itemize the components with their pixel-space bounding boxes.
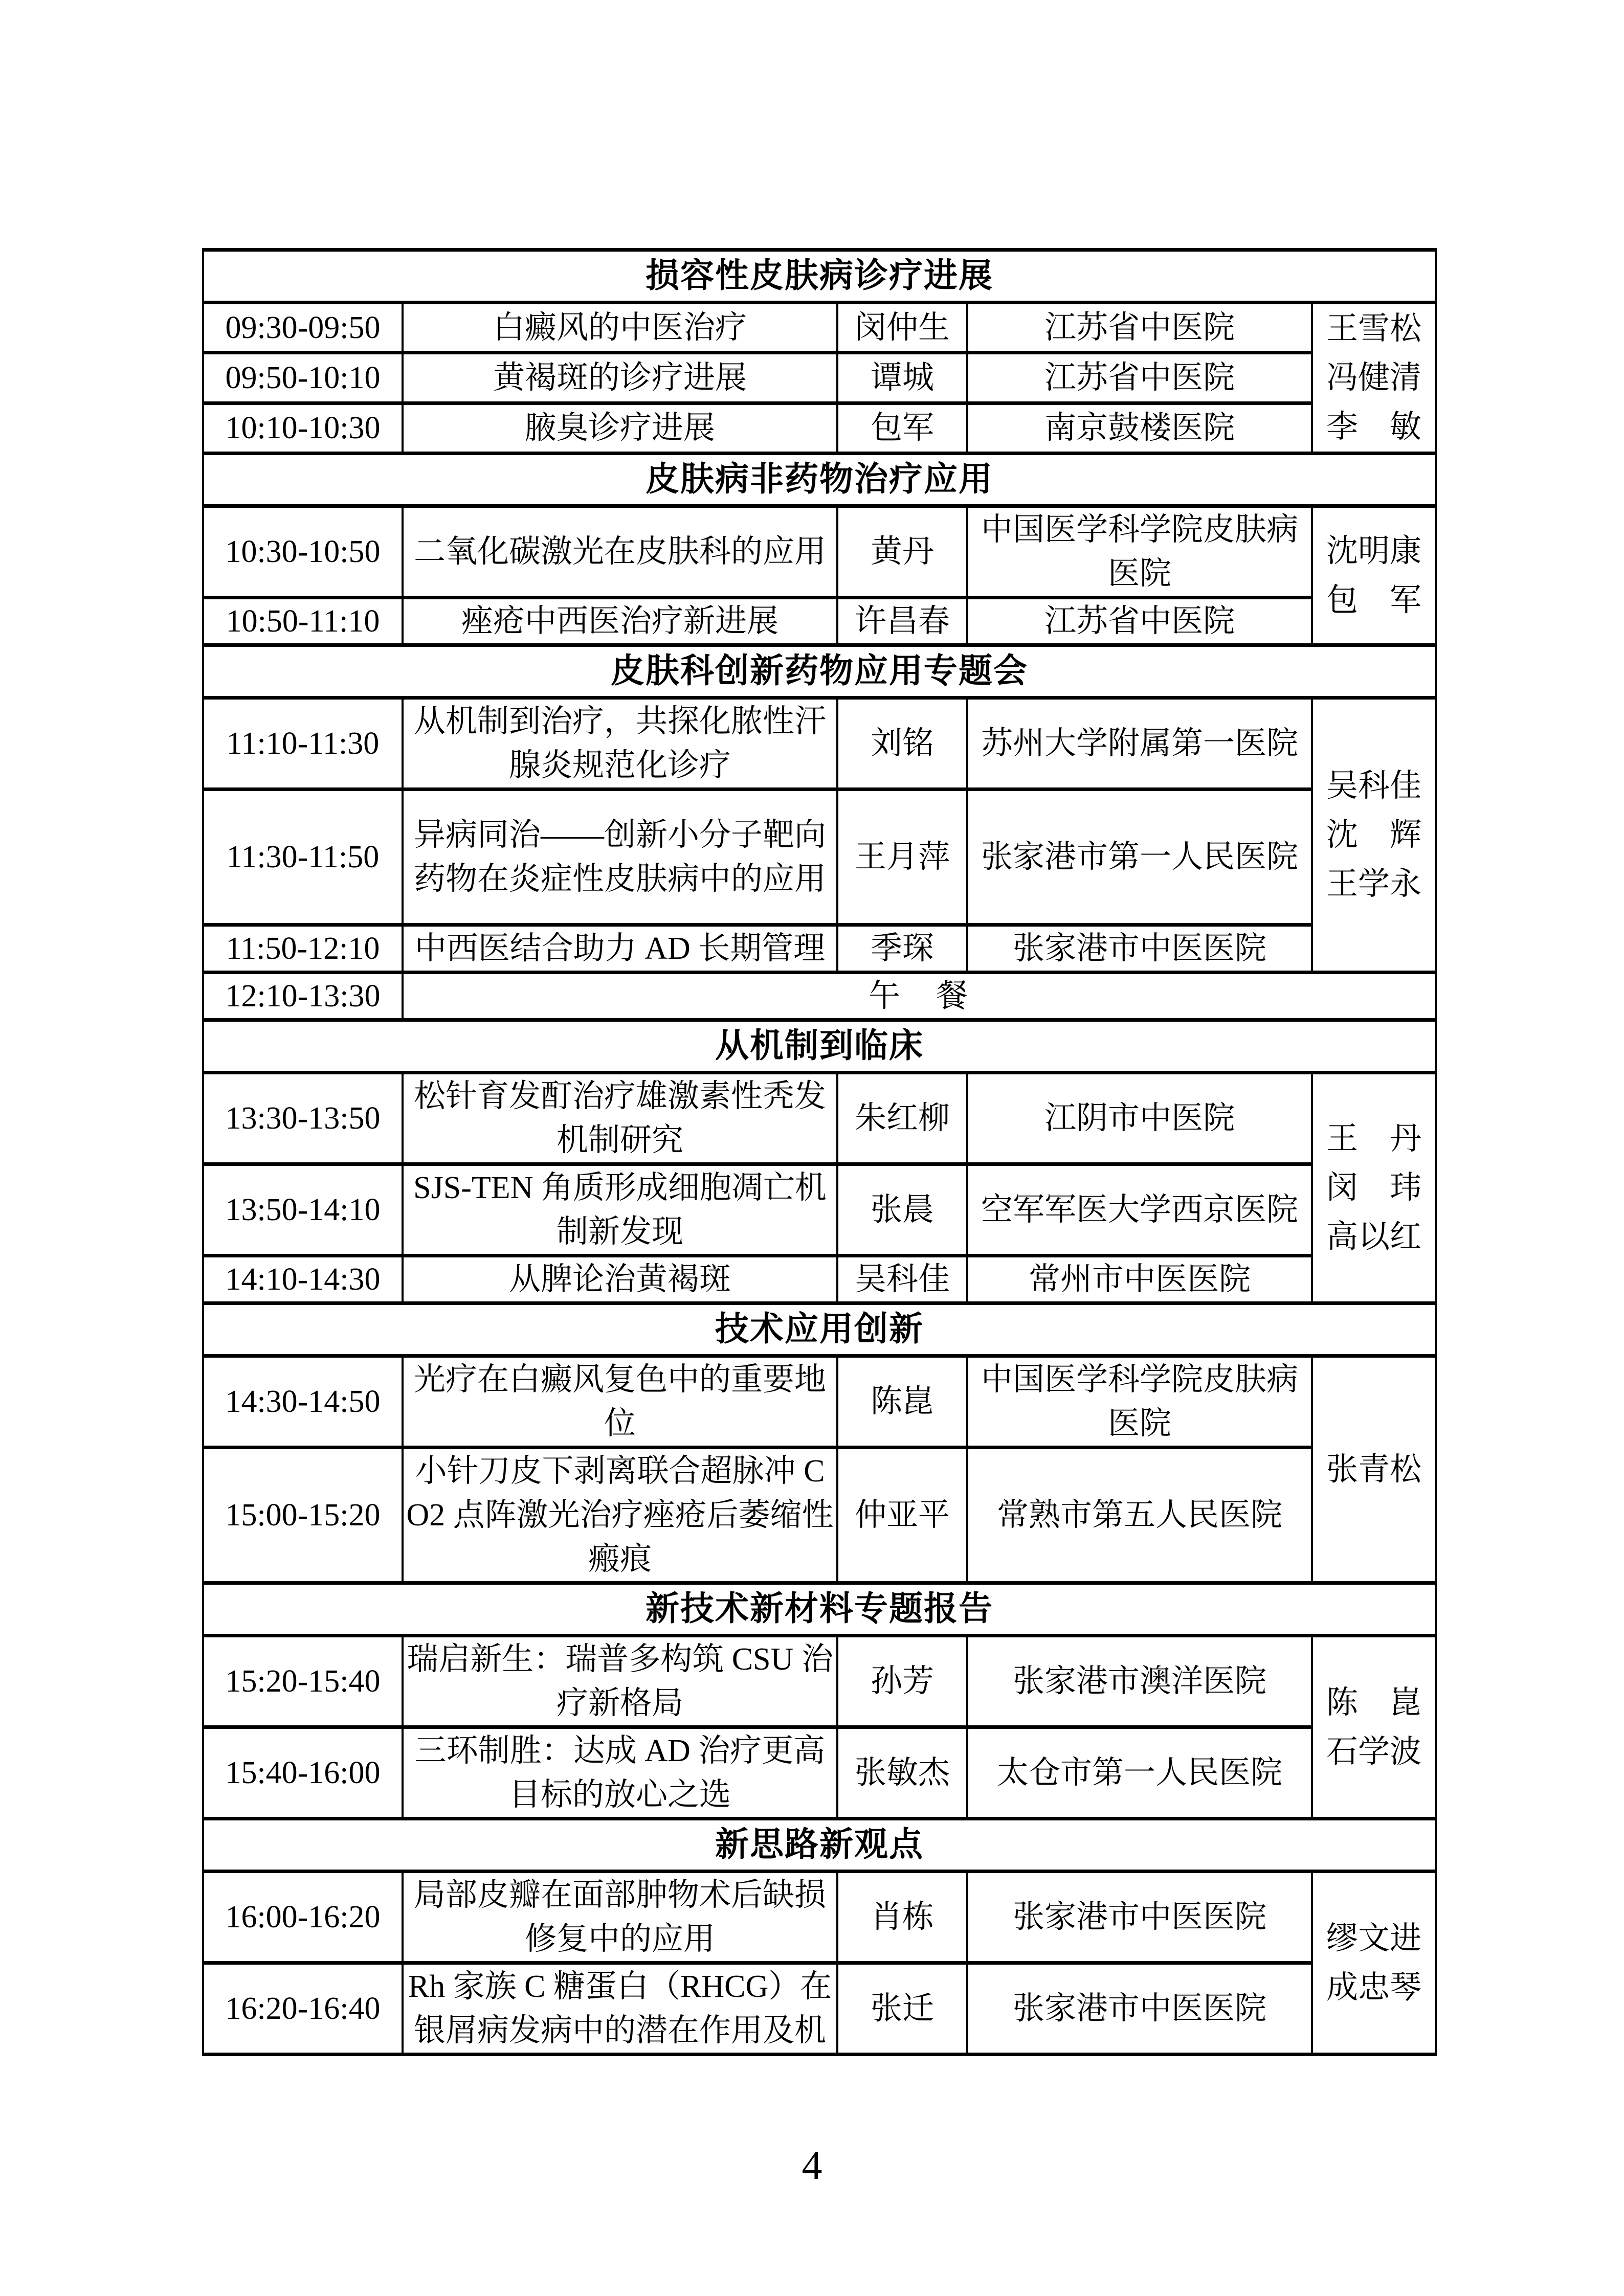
section-header-row — [203, 645, 1436, 698]
section-header: 从机制到临床 — [203, 1020, 1436, 1073]
speaker-cell: 张敏杰 — [837, 1727, 967, 1819]
speaker-cell: 王月萍 — [837, 790, 967, 925]
speaker-cell: 张晨 — [837, 1164, 967, 1256]
affiliation-cell: 江苏省中医院 — [967, 353, 1312, 403]
affiliation-cell: 常熟市第五人民医院 — [967, 1448, 1312, 1583]
time-cell: 14:30-14:50 — [203, 1356, 403, 1448]
session-row — [203, 1356, 1436, 1448]
chairs-cell — [1312, 1073, 1436, 1303]
section-header-row — [203, 1303, 1436, 1356]
topic-cell: SJS-TEN 角质形成细胞凋亡机制新发现 — [403, 1164, 837, 1256]
topic-cell: 腋臭诊疗进展 — [403, 403, 837, 453]
lunch-row — [203, 973, 1436, 1020]
time-cell: 09:30-09:50 — [203, 303, 403, 353]
time-cell: 10:10-10:30 — [203, 403, 403, 453]
chair-name: 李 敏 — [1326, 410, 1422, 444]
speaker-cell: 仲亚平 — [837, 1448, 967, 1583]
speaker-cell: 张迁 — [837, 1963, 967, 2055]
topic-cell: 中西医结合助力 AD 长期管理 — [403, 925, 837, 973]
speaker-cell: 谭城 — [837, 353, 967, 403]
topic-cell: 三环制胜：达成 AD 治疗更高目标的放心之选 — [403, 1727, 837, 1819]
time-cell: 13:30-13:50 — [203, 1073, 403, 1164]
section-header: 新思路新观点 — [203, 1819, 1436, 1872]
speaker-cell: 闵仲生 — [837, 303, 967, 353]
affiliation-cell: 江苏省中医院 — [967, 598, 1312, 645]
chairs-cell — [1312, 1872, 1436, 2055]
chair-name: 闵 玮 — [1326, 1170, 1422, 1205]
session-row — [203, 1727, 1436, 1819]
session-row — [203, 1963, 1436, 2055]
session-row — [203, 403, 1436, 453]
page-number: 4 — [802, 2143, 822, 2188]
session-row — [203, 1164, 1436, 1256]
time-cell: 10:50-11:10 — [203, 598, 403, 645]
session-row — [203, 925, 1436, 973]
session-row — [203, 1073, 1436, 1164]
topic-cell: 局部皮瓣在面部肿物术后缺损修复中的应用 — [403, 1872, 837, 1963]
chair-name: 石学波 — [1326, 1734, 1422, 1769]
speaker-cell: 吴科佳 — [837, 1256, 967, 1303]
affiliation-cell: 中国医学科学院皮肤病医院 — [967, 1356, 1312, 1448]
section-header-row — [203, 250, 1436, 303]
topic-cell: 黄褐斑的诊疗进展 — [403, 353, 837, 403]
section-header-row — [203, 1020, 1436, 1073]
time-cell: 15:00-15:20 — [203, 1448, 403, 1583]
session-row — [203, 1448, 1436, 1583]
topic-cell: 从机制到治疗，共探化脓性汗腺炎规范化诊疗 — [403, 698, 837, 790]
section-header: 皮肤病非药物治疗应用 — [203, 454, 1436, 506]
chair-name: 高以红 — [1326, 1220, 1422, 1254]
affiliation-cell: 张家港市中医医院 — [967, 1963, 1312, 2055]
chairs-cell — [1312, 1636, 1436, 1819]
chair-name: 王学永 — [1326, 867, 1422, 902]
speaker-cell: 季琛 — [837, 925, 967, 973]
session-row — [203, 303, 1436, 353]
time-cell: 15:20-15:40 — [203, 1636, 403, 1727]
topic-cell: 松针育发酊治疗雄激素性秃发机制研究 — [403, 1073, 837, 1164]
agenda-table — [202, 248, 1437, 2056]
chair-name: 吴科佳 — [1326, 769, 1422, 803]
time-cell: 09:50-10:10 — [203, 353, 403, 403]
affiliation-cell: 中国医学科学院皮肤病医院 — [967, 506, 1312, 598]
affiliation-cell: 张家港市第一人民医院 — [967, 790, 1312, 925]
lunch-label: 午 餐 — [403, 973, 1436, 1020]
time-cell: 13:50-14:10 — [203, 1164, 403, 1256]
affiliation-cell: 张家港市中医医院 — [967, 1872, 1312, 1963]
affiliation-cell: 张家港市中医医院 — [967, 925, 1312, 973]
chair-name: 陈 崑 — [1326, 1685, 1422, 1720]
section-header-row — [203, 1583, 1436, 1636]
chair-name: 王雪松 — [1326, 311, 1422, 346]
topic-cell: Rh 家族 C 糖蛋白（RHCG）在银屑病发病中的潜在作用及机 — [403, 1963, 837, 2055]
session-row — [203, 353, 1436, 403]
chair-name: 缪文进 — [1326, 1921, 1422, 1956]
time-cell: 11:30-11:50 — [203, 790, 403, 925]
chair-name: 张青松 — [1326, 1452, 1422, 1487]
affiliation-cell: 南京鼓楼医院 — [967, 403, 1312, 453]
session-row — [203, 506, 1436, 598]
chair-name: 成忠琴 — [1326, 1970, 1422, 2005]
time-cell: 10:30-10:50 — [203, 506, 403, 598]
section-header: 技术应用创新 — [203, 1303, 1436, 1356]
chairs-cell — [1312, 506, 1436, 645]
chair-name: 沈明康 — [1326, 533, 1422, 569]
topic-cell: 二氧化碳激光在皮肤科的应用 — [403, 506, 837, 598]
section-header: 新技术新材料专题报告 — [203, 1583, 1436, 1636]
time-cell: 14:10-14:30 — [203, 1256, 403, 1303]
time-cell: 12:10-13:30 — [203, 973, 403, 1020]
session-row — [203, 1872, 1436, 1963]
chair-name: 冯健清 — [1326, 361, 1422, 395]
time-cell: 16:00-16:20 — [203, 1872, 403, 1963]
speaker-cell: 黄丹 — [837, 506, 967, 598]
speaker-cell: 肖栋 — [837, 1872, 967, 1963]
speaker-cell: 朱红柳 — [837, 1073, 967, 1164]
topic-cell: 从脾论治黄褐斑 — [403, 1256, 837, 1303]
topic-cell: 痤疮中西医治疗新进展 — [403, 598, 837, 645]
speaker-cell: 陈崑 — [837, 1356, 967, 1448]
speaker-cell: 刘铭 — [837, 698, 967, 790]
speaker-cell: 孙芳 — [837, 1636, 967, 1727]
topic-cell: 白癜风的中医治疗 — [403, 303, 837, 353]
section-header-row — [203, 454, 1436, 506]
session-row — [203, 790, 1436, 925]
speaker-cell: 包军 — [837, 403, 967, 453]
affiliation-cell: 太仓市第一人民医院 — [967, 1727, 1312, 1819]
session-row — [203, 1636, 1436, 1727]
section-header: 损容性皮肤病诊疗进展 — [203, 250, 1436, 303]
chairs-cell — [1312, 1356, 1436, 1583]
chairs-cell — [1312, 698, 1436, 973]
time-cell: 11:10-11:30 — [203, 698, 403, 790]
session-row — [203, 598, 1436, 645]
topic-cell: 瑞启新生：瑞普多构筑 CSU 治疗新格局 — [403, 1636, 837, 1727]
chair-name: 沈 辉 — [1326, 818, 1422, 852]
time-cell: 15:40-16:00 — [203, 1727, 403, 1819]
chair-name: 包 军 — [1326, 582, 1422, 618]
session-row — [203, 698, 1436, 790]
affiliation-cell: 空军军医大学西京医院 — [967, 1164, 1312, 1256]
affiliation-cell: 江苏省中医院 — [967, 303, 1312, 353]
time-cell: 16:20-16:40 — [203, 1963, 403, 2055]
affiliation-cell: 常州市中医医院 — [967, 1256, 1312, 1303]
chair-name: 王 丹 — [1326, 1121, 1422, 1156]
affiliation-cell: 江阴市中医院 — [967, 1073, 1312, 1164]
time-cell: 11:50-12:10 — [203, 925, 403, 973]
topic-cell: 异病同治——创新小分子靶向药物在炎症性皮肤病中的应用 — [403, 790, 837, 925]
affiliation-cell: 苏州大学附属第一医院 — [967, 698, 1312, 790]
topic-cell: 小针刀皮下剥离联合超脉冲 CO2 点阵激光治疗痤疮后萎缩性瘢痕 — [403, 1448, 837, 1583]
section-header: 皮肤科创新药物应用专题会 — [203, 645, 1436, 698]
session-row — [203, 1256, 1436, 1303]
section-header-row — [203, 1819, 1436, 1872]
topic-cell: 光疗在白癜风复色中的重要地位 — [403, 1356, 837, 1448]
speaker-cell: 许昌春 — [837, 598, 967, 645]
affiliation-cell: 张家港市澳洋医院 — [967, 1636, 1312, 1727]
chairs-cell — [1312, 303, 1436, 454]
